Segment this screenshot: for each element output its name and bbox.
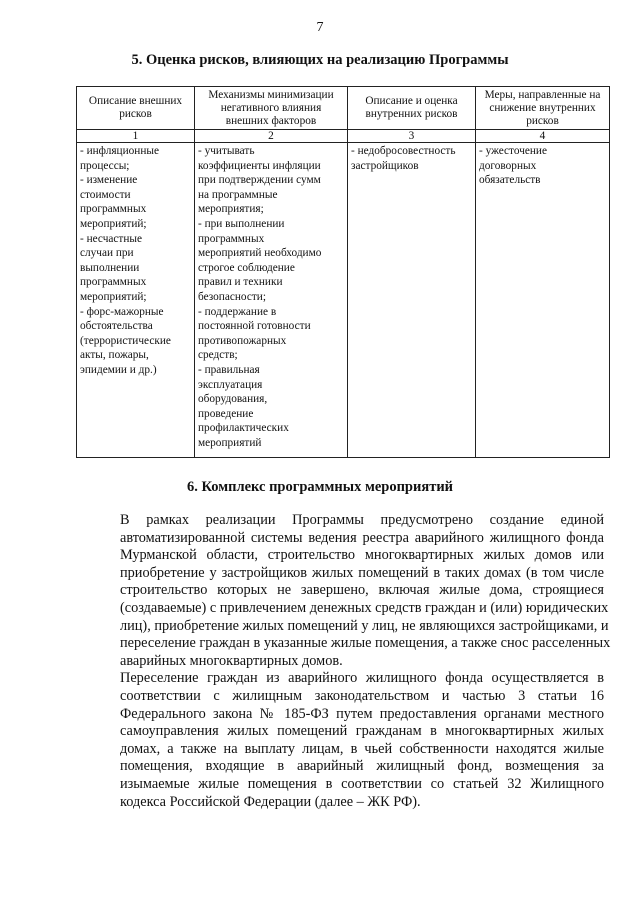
cell-text-line: программных xyxy=(198,232,265,245)
column-header: Описание внешних рисков xyxy=(77,87,195,130)
cell-text-line: - изменение xyxy=(80,174,138,187)
paragraph-line: аварийных многоквартирных домов. xyxy=(120,652,343,669)
paragraph-line: приобретение у застройщиков жилых помещений в таких домах (в том числе xyxy=(120,564,604,581)
cell-text-line: - правильная xyxy=(198,363,260,376)
cell-text-line: стоимости xyxy=(80,188,131,201)
cell-text-line: - ужесточение xyxy=(479,145,547,157)
paragraph-line: Федерального закона № 185-ФЗ путем предоставления органами местного xyxy=(120,705,604,722)
cell-text-line: постоянной готовности xyxy=(198,320,311,333)
paragraph-line: соответствии с жилищным законодательством и частью 3 статьи 16 xyxy=(120,687,604,704)
paragraph-line: помещения, входящие в аварийный жилищный фонд, возмещения за xyxy=(120,758,604,775)
cell-text-line: - поддержание в xyxy=(198,305,277,318)
cell-text-line: - недобросовестность xyxy=(351,145,456,157)
cell-text-line: процессы; xyxy=(80,159,130,172)
paragraph-line: домах, а также на выплату лицам, в чьей собственности находятся жилые xyxy=(120,740,604,757)
cell-text-line: обстоятельства xyxy=(80,320,153,333)
paragraph-line: кодекса Российской Федерации (далее – ЖК РФ). xyxy=(120,793,421,810)
cell-text-line: правил и техники xyxy=(198,276,283,289)
paragraph-line: В рамках реализации Программы предусмотрено создание единой xyxy=(120,512,604,528)
paragraph-line: строительство которых не завершено, включая жилые дома, строящиеся xyxy=(120,582,604,599)
cell-text-line: выполнении xyxy=(80,261,140,274)
cell-text-line: мероприятия; xyxy=(198,203,264,216)
paragraph xyxy=(84,512,611,670)
cell-text-line: случаи при xyxy=(80,247,134,260)
column-number-row xyxy=(77,130,610,143)
cell-text-line: мероприятий; xyxy=(80,290,147,303)
column-header: Описание и оценка внутренних рисков xyxy=(348,87,476,130)
cell-text-line: мероприятий; xyxy=(80,217,147,230)
cell-text-line: эксплуатация xyxy=(198,378,263,391)
cell-text-line: - несчастные xyxy=(80,232,143,245)
cell-text-line: эпидемии и др.) xyxy=(80,363,157,376)
cell-text-line: застройщиков xyxy=(351,159,419,172)
column-header: Меры, направленные на снижение внутренних рисков xyxy=(476,87,610,130)
risk-table-header-row xyxy=(77,87,610,130)
cell-text-line: мероприятий необходимо xyxy=(198,247,322,260)
cell-text-line: - форс-мажорные xyxy=(80,305,164,318)
cell-text-line: профилактических xyxy=(198,422,289,435)
column-number: 2 xyxy=(195,130,348,143)
cell-text-line: коэффициенты инфляции xyxy=(198,159,321,172)
cell-text-line: противопожарных xyxy=(198,334,287,347)
section-6-heading: 6. Комплекс программных мероприятий xyxy=(186,479,454,495)
cell-text-line: оборудования, xyxy=(198,393,268,406)
paragraph-line: (создаваемые) с привлечением денежных средств граждан и (или) юридических xyxy=(120,599,609,616)
cell-text-line: при подтверждении сумм xyxy=(198,174,321,187)
section-6-body xyxy=(84,512,611,811)
cell-text-line: обязательств xyxy=(479,174,541,187)
paragraph xyxy=(84,670,604,811)
paragraph-line: Мурманской области, строительство многоквартирных жилых домов или xyxy=(120,547,604,564)
cell-text-line: (террористические xyxy=(80,334,171,347)
column-header: Механизмы минимизации негативного влияния внешних факторов xyxy=(195,87,348,130)
paragraph-line: Переселение граждан из аварийного жилищного фонда осуществляется в xyxy=(120,670,604,687)
paragraph-line: изымаемые жилые помещения в соответствии со статьей 32 Жилищного xyxy=(120,775,604,792)
cell-text-line: мероприятий xyxy=(198,436,262,449)
section-5-heading: 5. Оценка рисков, влияющих на реализацию Программы xyxy=(131,52,509,68)
internal-measures-cell xyxy=(476,143,610,458)
cell-text-line: программных xyxy=(80,203,147,216)
paragraph-line: лиц), приобретение жилых помещений у лиц, не являющихся застройщиками, и xyxy=(120,617,609,634)
cell-text-line: - учитывать xyxy=(198,145,255,157)
risk-table xyxy=(76,86,610,458)
page-number: 7 xyxy=(316,20,324,35)
cell-text-line: проведение xyxy=(198,407,254,420)
column-number: 4 xyxy=(476,130,610,143)
risk-table-body-row xyxy=(77,143,610,458)
cell-text-line: программных xyxy=(80,276,147,289)
mitigation-mechanisms-cell xyxy=(195,143,348,458)
paragraph-line: самоуправления жилых помещений гражданам в многоквартирных жилых xyxy=(120,723,604,740)
cell-text-line: договорных xyxy=(479,159,537,172)
cell-text-line: акты, пожары, xyxy=(80,349,149,362)
cell-text-line: безопасности; xyxy=(198,290,266,303)
internal-risks-cell xyxy=(348,143,476,458)
column-number: 1 xyxy=(77,130,195,143)
cell-text-line: - при выполнении xyxy=(198,217,285,230)
paragraph-line: переселение граждан в указанные жилые помещения, а также снос расселенных xyxy=(120,635,611,652)
cell-text-line: строгое соблюдение xyxy=(198,261,295,274)
cell-text-line: средств; xyxy=(198,349,238,362)
column-number: 3 xyxy=(348,130,476,143)
external-risks-cell xyxy=(77,143,195,458)
cell-text-line: на программные xyxy=(198,188,278,201)
paragraph-line: автоматизированной системы ведения реестра аварийного жилищного фонда xyxy=(120,529,604,546)
cell-text-line: - инфляционные xyxy=(80,145,159,157)
